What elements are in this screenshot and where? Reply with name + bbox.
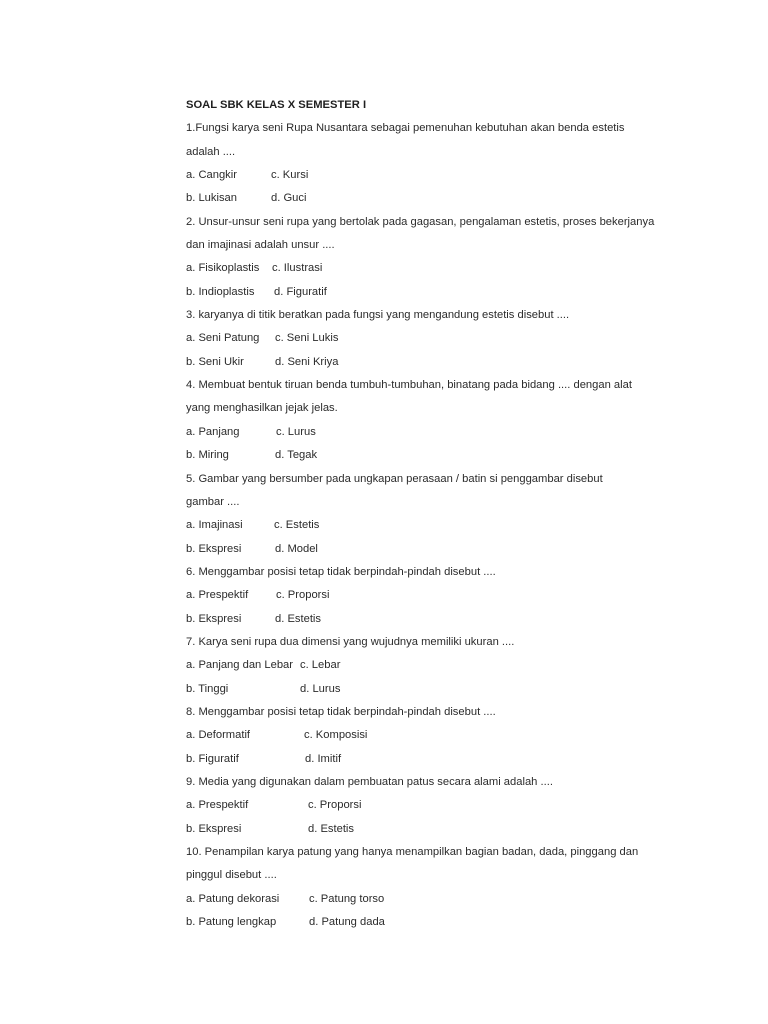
option-b: b. Lukisan [186, 192, 237, 205]
question-text: 9. Media yang digunakan dalam pembuatan patus secara alami adalah .... [186, 775, 553, 788]
question-text: yang menghasilkan jejak jelas. [186, 402, 338, 415]
option-b: b. Figuratif [186, 752, 239, 765]
option-b: b. Miring [186, 449, 229, 462]
option-row [186, 794, 746, 817]
option-d: d. Patung dada [309, 916, 385, 929]
option-c: c. Proporsi [276, 589, 330, 602]
question-3 [186, 304, 746, 374]
question-text: dan imajinasi adalah unsur .... [186, 239, 335, 252]
question-text: 7. Karya seni rupa dua dimensi yang wujudnya memiliki ukuran .... [186, 635, 515, 648]
option-c: c. Lebar [300, 659, 341, 672]
option-row [186, 514, 746, 537]
option-c: c. Ilustrasi [272, 262, 323, 275]
question-6 [186, 561, 746, 631]
option-row [186, 538, 746, 561]
option-row [186, 164, 746, 187]
question-text: adalah .... [186, 145, 236, 158]
question-2 [186, 211, 746, 304]
option-c: c. Patung torso [309, 892, 385, 905]
question-8 [186, 701, 746, 771]
question-text: 1.Fungsi karya seni Rupa Nusantara sebagai pemenuhan kebutuhan akan benda estetis [186, 122, 625, 135]
option-c: c. Estetis [274, 519, 320, 532]
question-text: 2. Unsur-unsur seni rupa yang bertolak pada gagasan, pengalaman estetis, proses bekerjanya [186, 215, 655, 228]
option-b: b. Indioplastis [186, 285, 255, 298]
option-b: b. Ekspresi [186, 822, 242, 835]
option-row [186, 608, 746, 631]
option-d: d. Seni Kriya [275, 355, 339, 368]
option-a: a. Fisikoplastis [186, 262, 260, 275]
option-row [186, 187, 746, 210]
option-row [186, 327, 746, 350]
option-d: d. Lurus [300, 682, 341, 695]
option-row [186, 911, 746, 934]
option-row [186, 257, 746, 280]
option-b: b. Ekspresi [186, 542, 242, 555]
question-text: 10. Penampilan karya patung yang hanya menampilkan bagian badan, dada, pinggang dan [186, 846, 639, 858]
option-row [186, 584, 746, 607]
option-a: a. Seni Patung [186, 332, 260, 345]
option-row [186, 281, 746, 304]
option-c: c. Seni Lukis [275, 332, 339, 345]
question-text: 8. Menggambar posisi tetap tidak berpindah-pindah disebut .... [186, 705, 496, 718]
option-a: a. Cangkir [186, 169, 237, 182]
option-row [186, 724, 746, 747]
option-a: a. Patung dekorasi [186, 892, 280, 905]
option-d: d. Estetis [308, 822, 355, 835]
document-content [186, 94, 746, 934]
option-b: b. Patung lengkap [186, 916, 277, 929]
option-row [186, 888, 746, 911]
option-a: a. Panjang dan Lebar [186, 659, 293, 672]
question-text: gambar .... [186, 495, 240, 508]
option-d: d. Tegak [275, 449, 318, 462]
option-b: b. Seni Ukir [186, 355, 244, 368]
question-text: pinggul disebut .... [186, 869, 277, 882]
option-a: a. Prespektif [186, 589, 249, 602]
page-title: SOAL SBK KELAS X SEMESTER I [186, 99, 367, 111]
option-c: c. Proporsi [308, 799, 362, 812]
question-text: 6. Menggambar posisi tetap tidak berpindah-pindah disebut .... [186, 565, 496, 578]
option-row [186, 421, 746, 444]
option-a: a. Panjang [186, 425, 240, 438]
question-text: 4. Membuat bentuk tiruan benda tumbuh-tumbuhan, binatang pada bidang .... dengan alat [186, 379, 632, 392]
question-text: 5. Gambar yang bersumber pada ungkapan perasaan / batin si penggambar disebut [186, 472, 603, 485]
question-10 [186, 841, 746, 934]
option-row [186, 818, 746, 841]
option-row [186, 654, 746, 677]
question-9 [186, 771, 746, 841]
question-5 [186, 468, 746, 561]
option-row [186, 748, 746, 771]
question-7 [186, 631, 746, 701]
option-row [186, 351, 746, 374]
question-text: 3. karyanya di titik beratkan pada fungsi yang mengandung estetis disebut .... [186, 309, 570, 322]
option-d: d. Imitif [305, 752, 342, 765]
option-d: d. Figuratif [274, 285, 327, 298]
option-c: c. Kursi [271, 169, 309, 182]
option-a: a. Deformatif [186, 729, 251, 742]
option-d: d. Estetis [275, 612, 322, 625]
option-b: b. Ekspresi [186, 612, 242, 625]
option-b: b. Tinggi [186, 682, 229, 695]
option-d: d. Model [275, 542, 318, 555]
option-d: d. Guci [271, 192, 307, 205]
question-4 [186, 374, 746, 467]
question-1 [186, 117, 746, 210]
option-a: a. Imajinasi [186, 519, 243, 532]
option-c: c. Lurus [276, 425, 316, 438]
option-row [186, 444, 746, 467]
option-c: c. Komposisi [304, 729, 368, 742]
option-a: a. Prespektif [186, 799, 249, 812]
option-row [186, 678, 746, 701]
